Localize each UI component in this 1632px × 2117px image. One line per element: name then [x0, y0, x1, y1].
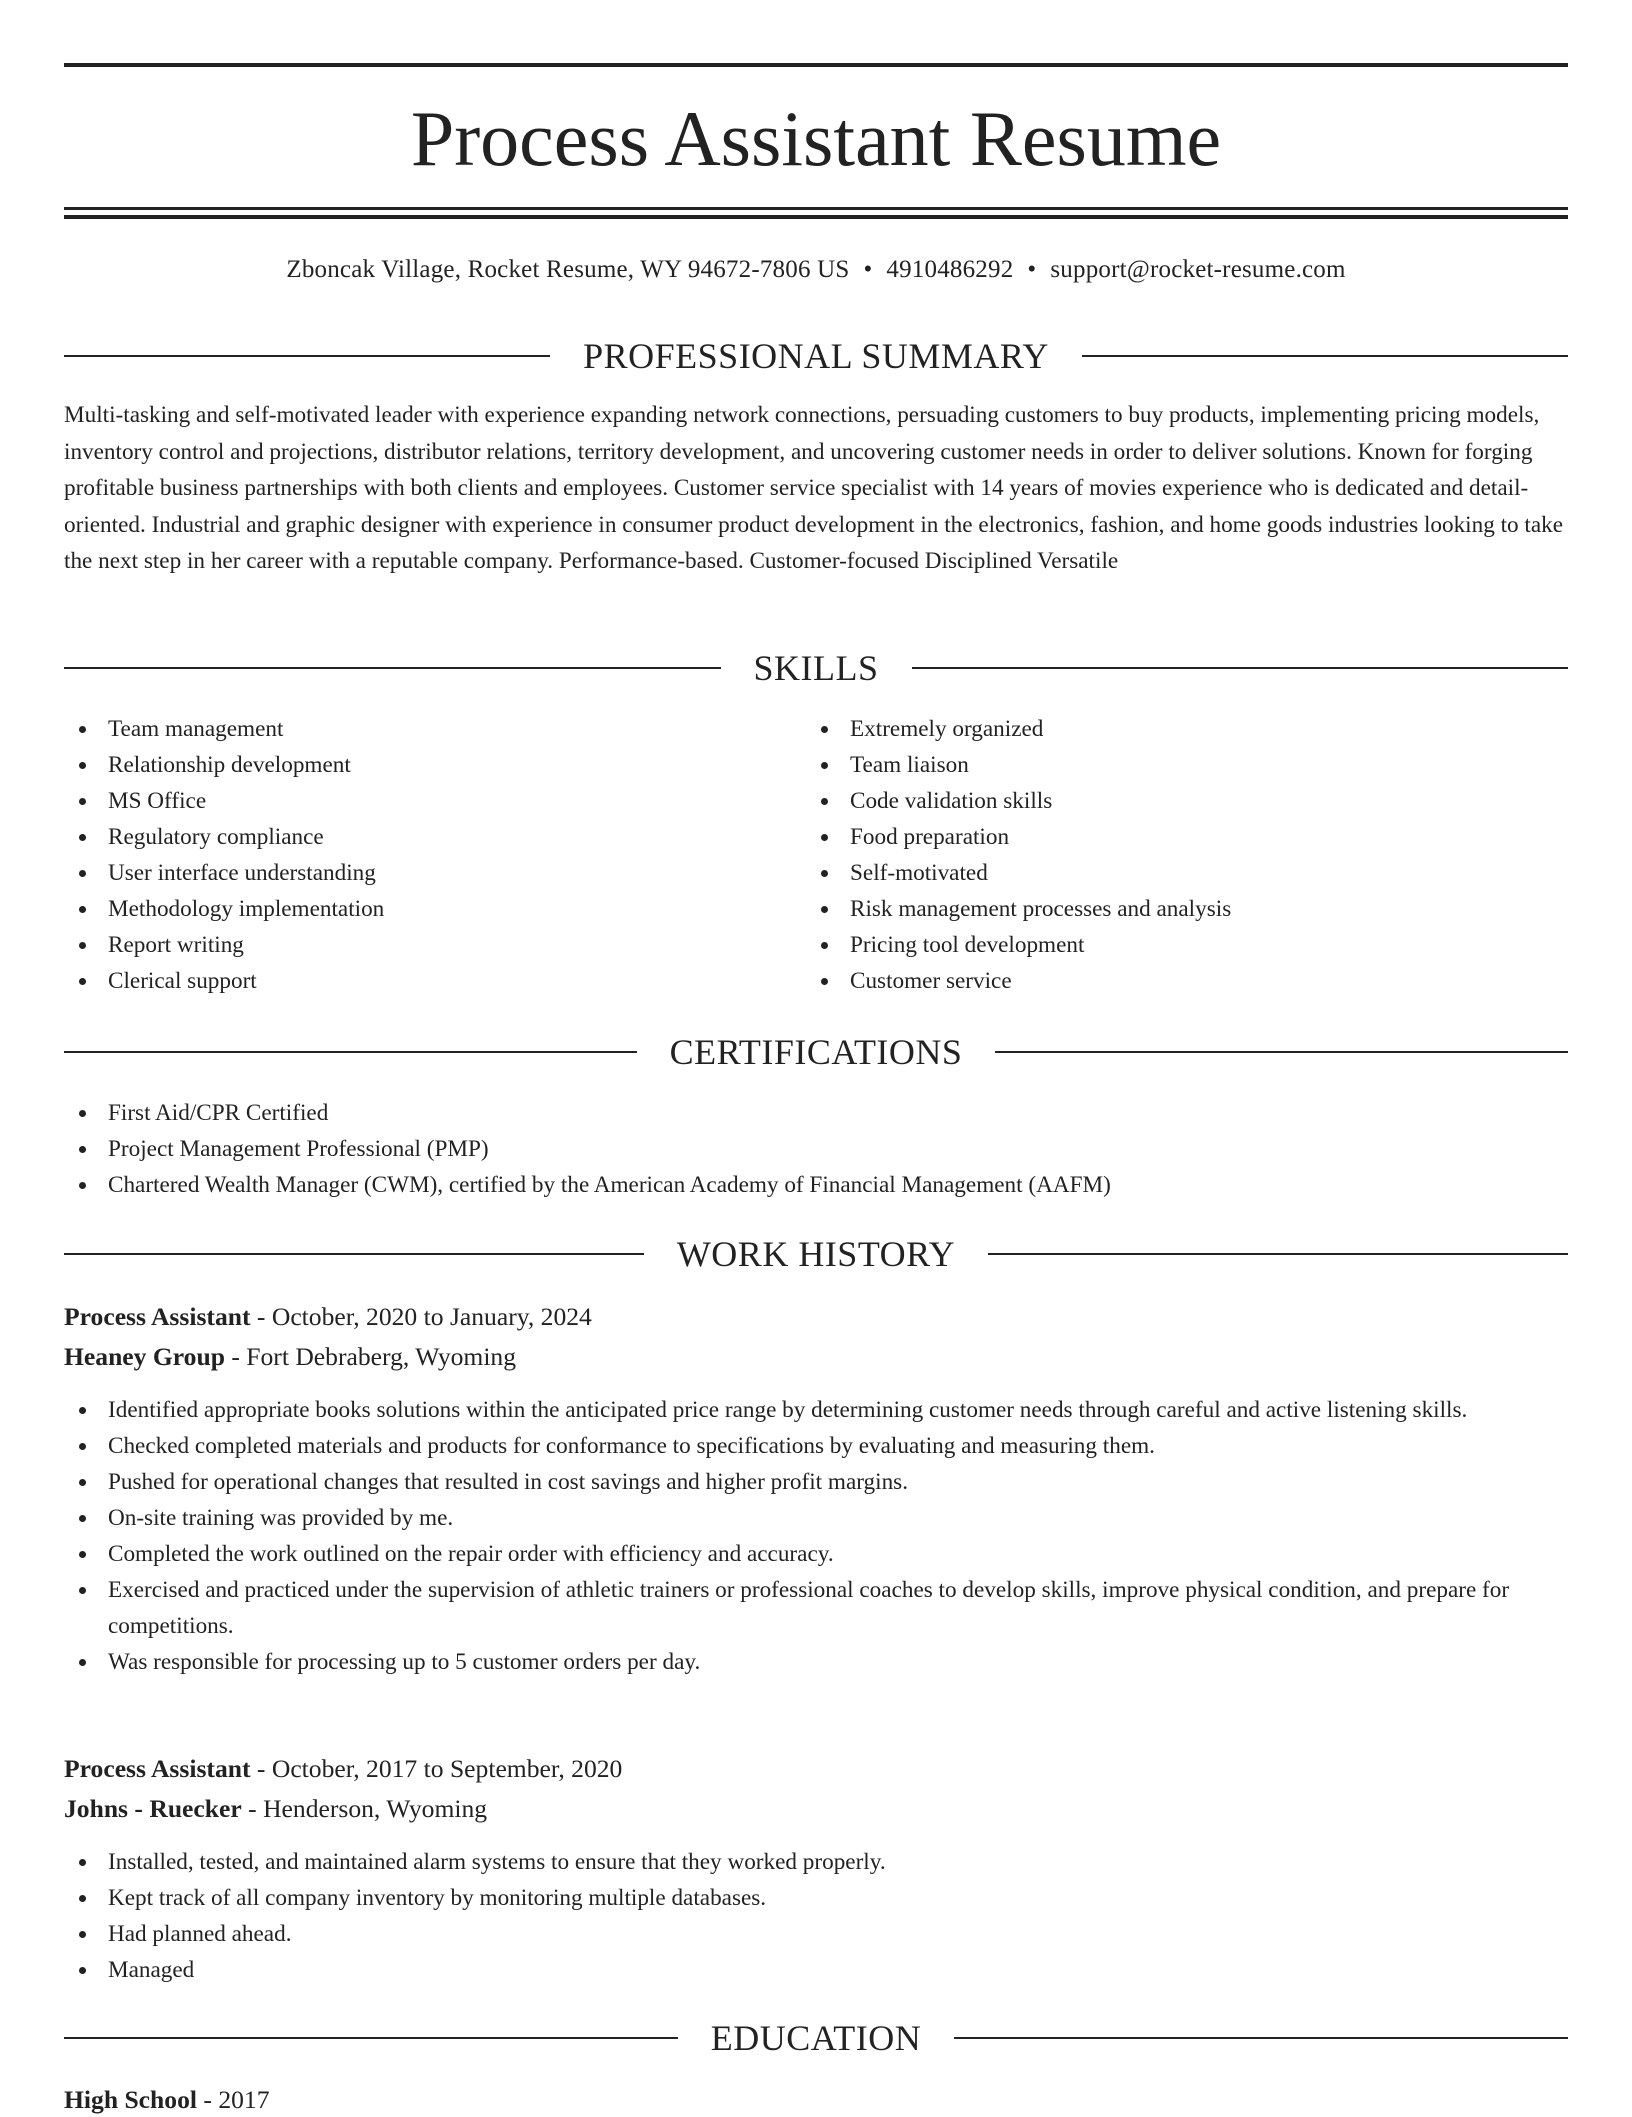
contact-email: support@rocket-resume.com	[1050, 256, 1346, 283]
heading-rule	[988, 1253, 1568, 1255]
contact-phone: 4910486292	[886, 256, 1014, 283]
section-heading-label: CERTIFICATIONS	[669, 1032, 963, 1072]
job-duty: Installed, tested, and maintained alarm systems to ensure that they worked properly.	[64, 1844, 1568, 1880]
skill-item: Pricing tool development	[806, 927, 1506, 963]
contact-address: Zboncak Village, Rocket Resume, WY 94672-7806 US	[286, 256, 850, 283]
education-year: 2017	[218, 2085, 270, 2114]
job-location: Henderson, Wyoming	[263, 1794, 488, 1823]
section-heading-skills	[64, 646, 1568, 690]
contact-separator: •	[1027, 256, 1037, 283]
skill-item: Team liaison	[806, 747, 1506, 783]
heading-rule	[954, 2037, 1568, 2039]
skill-item: Food preparation	[806, 819, 1506, 855]
job-duty: Had planned ahead.	[64, 1916, 1568, 1952]
skill-item: Code validation skills	[806, 783, 1506, 819]
certification-item: Project Management Professional (PMP)	[64, 1131, 1568, 1167]
skill-item: Relationship development	[64, 747, 764, 783]
job-duty: Kept track of all company inventory by monitoring multiple databases.	[64, 1880, 1568, 1916]
certification-item: First Aid/CPR Certified	[64, 1095, 1568, 1131]
job-duty: Managed	[64, 1952, 1568, 1988]
contact-separator: •	[863, 256, 873, 283]
job-duties-list	[64, 1844, 1568, 1988]
heading-rule	[912, 667, 1569, 669]
section-heading-education	[64, 2016, 1568, 2060]
job-duty: Was responsible for processing up to 5 customer orders per day.	[64, 1644, 1568, 1680]
heading-rule	[64, 1051, 637, 1053]
skill-item: Clerical support	[64, 963, 764, 999]
job-duty: Pushed for operational changes that resulted in cost savings and higher profit margins.	[64, 1464, 1568, 1500]
section-heading-label: SKILLS	[753, 648, 879, 688]
job-duty: On-site training was provided by me.	[64, 1500, 1568, 1536]
job-title: Process Assistant	[64, 1302, 251, 1331]
title-rule-lower	[64, 215, 1568, 219]
heading-rule	[64, 667, 721, 669]
job-dates: October, 2017 to September, 2020	[271, 1754, 623, 1783]
job-title-line: Process Assistant - October, 2017 to September, 2020	[64, 1754, 623, 1783]
job-company: Heaney Group	[64, 1342, 225, 1371]
job-duty: Exercised and practiced under the supervision of athletic trainers or professional coaches to develop skills, improve physical condition, and prepare for competitions.	[64, 1572, 1568, 1644]
section-heading-certifications	[64, 1030, 1568, 1074]
heading-rule	[64, 1253, 644, 1255]
section-heading-label: WORK HISTORY	[676, 1234, 956, 1274]
skill-item: Regulatory compliance	[64, 819, 764, 855]
heading-rule	[1082, 355, 1568, 357]
skill-item: Risk management processes and analysis	[806, 891, 1506, 927]
job-duty: Completed the work outlined on the repair order with efficiency and accuracy.	[64, 1536, 1568, 1572]
certifications-list	[64, 1095, 1568, 1203]
job-duty: Checked completed materials and products for conformance to specifications by evaluating and measuring them.	[64, 1428, 1568, 1464]
skill-item: Team management	[64, 711, 764, 747]
heading-rule	[64, 2037, 678, 2039]
summary-text: Multi-tasking and self-motivated leader with experience expanding network connections, persuading customers to buy products, implementing pricing models, inventory control and projections, distributor relations, territory development, and uncovering customer needs in order to deliver solutions. Known for forging profitable business partnerships with both clients and employees. Customer service specialist with 14 years of movies experience who is dedicated and detail-oriented. Industrial and graphic designer with experience in consumer product development in the electronics, fashion, and home goods industries looking to take the next step in her career with a reputable company. Performance-based. Customer-focused Disciplined Versatile	[64, 402, 1564, 574]
skill-item: Report writing	[64, 927, 764, 963]
job-company: Johns - Ruecker	[64, 1794, 242, 1823]
job-company-line: Heaney Group - Fort Debraberg, Wyoming	[64, 1342, 517, 1371]
education-line: High School - 2017	[64, 2085, 270, 2114]
certification-item: Chartered Wealth Manager (CWM), certified by the American Academy of Financial Management (AAFM)	[64, 1167, 1568, 1203]
job-duties-list	[64, 1392, 1568, 1680]
section-heading-summary	[64, 334, 1568, 378]
job-location: Fort Debraberg, Wyoming	[246, 1342, 517, 1371]
section-heading-label: EDUCATION	[710, 2018, 922, 2058]
job-title: Process Assistant	[64, 1754, 251, 1783]
education-degree: High School	[64, 2085, 197, 2114]
top-rule	[64, 63, 1568, 67]
section-heading-label: PROFESSIONAL SUMMARY	[583, 336, 1049, 376]
skill-item: MS Office	[64, 783, 764, 819]
page-title: Process Assistant Resume	[410, 95, 1222, 182]
section-heading-work-history	[64, 1232, 1568, 1276]
skill-item: Customer service	[806, 963, 1506, 999]
heading-rule	[64, 355, 550, 357]
skill-item: Methodology implementation	[64, 891, 764, 927]
heading-rule	[995, 1051, 1568, 1053]
skill-item: User interface understanding	[64, 855, 764, 891]
skills-list-left	[64, 711, 764, 999]
skills-list-right	[806, 711, 1506, 999]
title-rule-upper	[64, 207, 1568, 210]
job-duty: Identified appropriate books solutions within the anticipated price range by determining customer needs through careful and active listening skills.	[64, 1392, 1568, 1428]
job-company-line: Johns - Ruecker - Henderson, Wyoming	[64, 1794, 488, 1823]
skill-item: Extremely organized	[806, 711, 1506, 747]
job-dates: October, 2020 to January, 2024	[271, 1302, 592, 1331]
contact-line	[64, 254, 1568, 286]
skill-item: Self-motivated	[806, 855, 1506, 891]
job-title-line: Process Assistant - October, 2020 to January, 2024	[64, 1302, 592, 1331]
